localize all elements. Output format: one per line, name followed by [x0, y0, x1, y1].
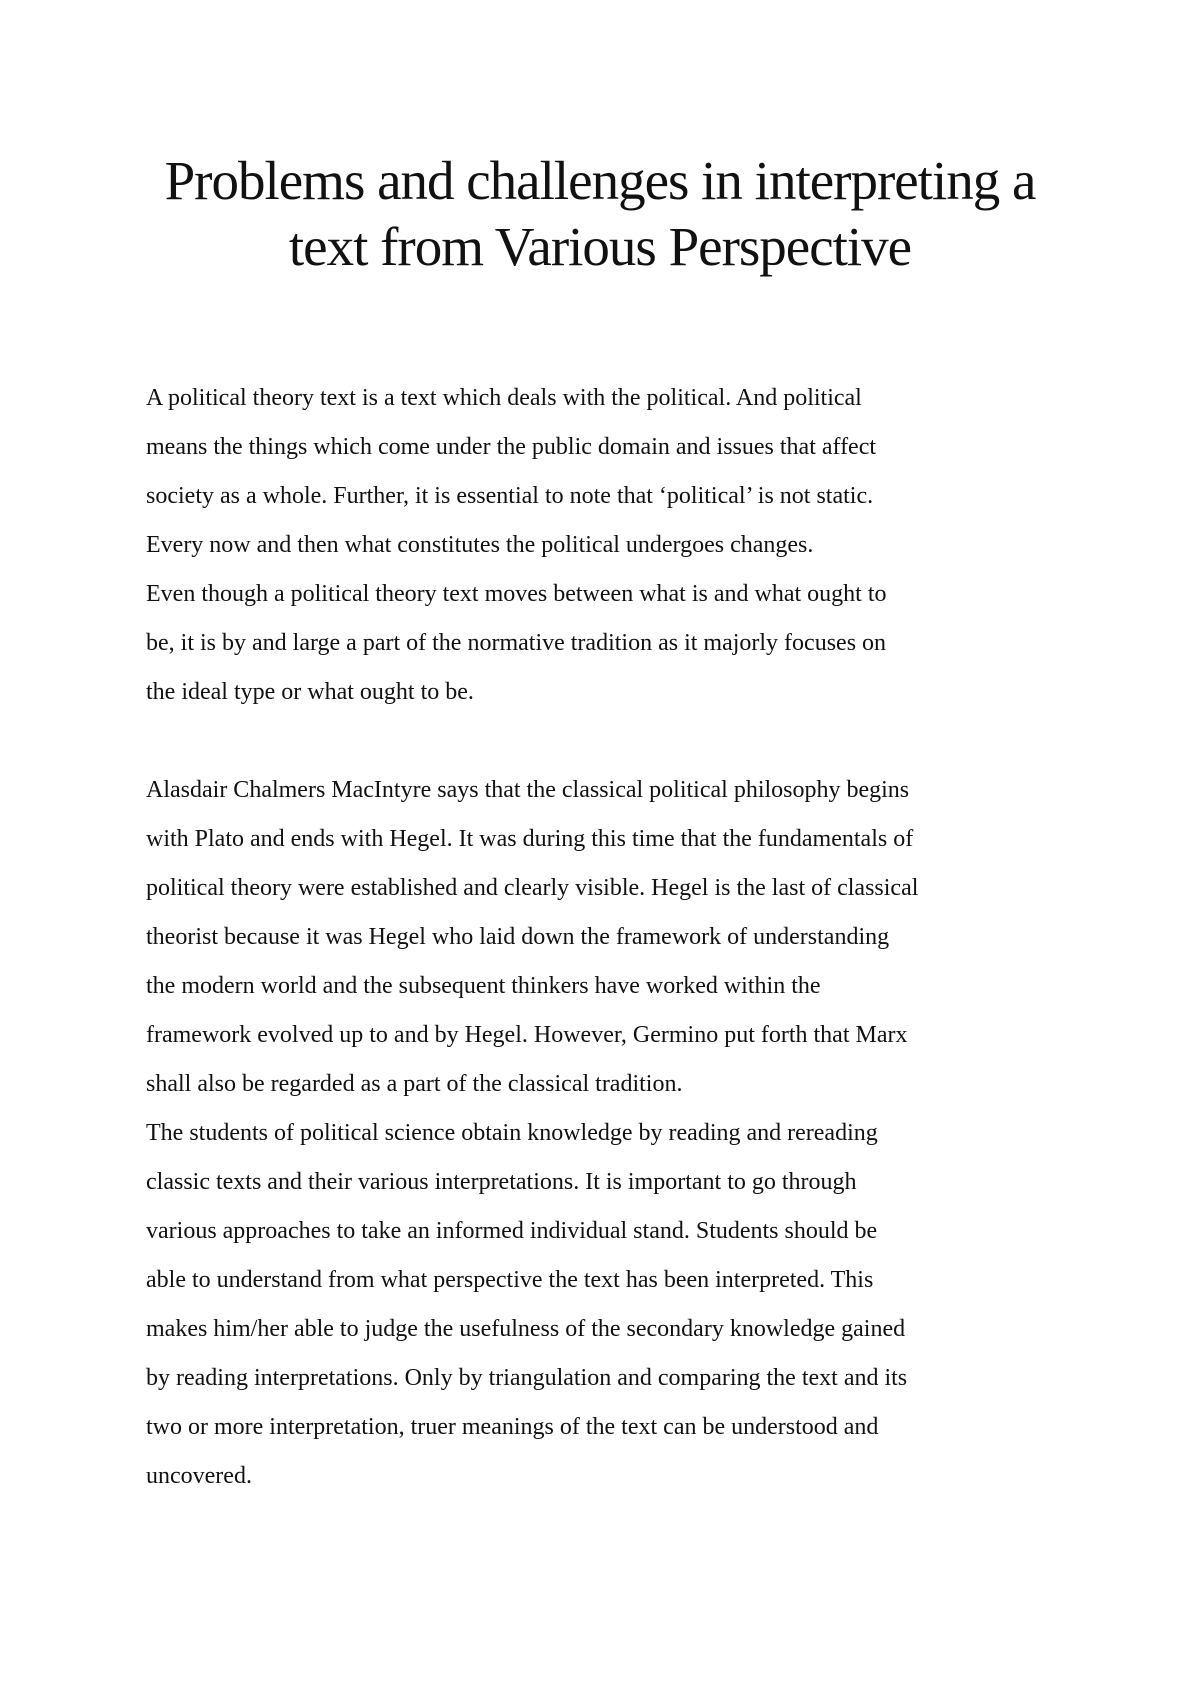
- text-line: shall also be regarded as a part of the classical tradition.: [146, 1071, 683, 1097]
- text-line: makes him/her able to judge the usefulness of the secondary knowledge gained: [146, 1316, 906, 1342]
- text-line: by reading interpretations. Only by triangulation and comparing the text and its: [146, 1365, 908, 1391]
- text-line: the modern world and the subsequent thinkers have worked within the: [146, 973, 821, 999]
- text-line: be, it is by and large a part of the normative tradition as it majorly focuses on: [146, 630, 887, 656]
- paragraph-4: [146, 1109, 1086, 1501]
- title-line-1: Problems and challenges in interpreting a: [164, 150, 1036, 211]
- text-line: means the things which come under the public domain and issues that affect: [146, 434, 877, 460]
- document-title: [100, 148, 1100, 280]
- text-line: classic texts and their various interpretations. It is important to go through: [146, 1169, 857, 1195]
- title-line-2: text from Various Perspective: [288, 216, 912, 277]
- text-line: Even though a political theory text moves between what is and what ought to: [146, 581, 887, 607]
- text-line: Every now and then what constitutes the political undergoes changes.: [146, 532, 814, 558]
- text-line: various approaches to take an informed individual stand. Students should be: [146, 1218, 878, 1244]
- text-line: two or more interpretation, truer meanings of the text can be understood and: [146, 1414, 879, 1440]
- paragraph-gap: [146, 717, 1086, 766]
- text-line: A political theory text is a text which deals with the political. And political: [146, 385, 862, 411]
- text-line: the ideal type or what ought to be.: [146, 679, 474, 705]
- document-body: [146, 374, 1086, 1501]
- text-line: political theory were established and clearly visible. Hegel is the last of classical: [146, 875, 919, 901]
- text-line: with Plato and ends with Hegel. It was during this time that the fundamentals of: [146, 826, 914, 852]
- text-line: Alasdair Chalmers MacIntyre says that the classical political philosophy begins: [146, 777, 910, 803]
- paragraph-2: [146, 570, 1086, 717]
- text-line: theorist because it was Hegel who laid down the framework of understanding: [146, 924, 890, 950]
- paragraph-1: [146, 374, 1086, 570]
- text-line: able to understand from what perspective the text has been interpreted. This: [146, 1267, 874, 1293]
- paragraph-3: [146, 766, 1086, 1109]
- text-line: The students of political science obtain knowledge by reading and rereading: [146, 1120, 878, 1146]
- text-line: framework evolved up to and by Hegel. However, Germino put forth that Marx: [146, 1022, 908, 1048]
- text-line: society as a whole. Further, it is essential to note that ‘political’ is not static.: [146, 483, 874, 509]
- text-line: uncovered.: [146, 1463, 252, 1489]
